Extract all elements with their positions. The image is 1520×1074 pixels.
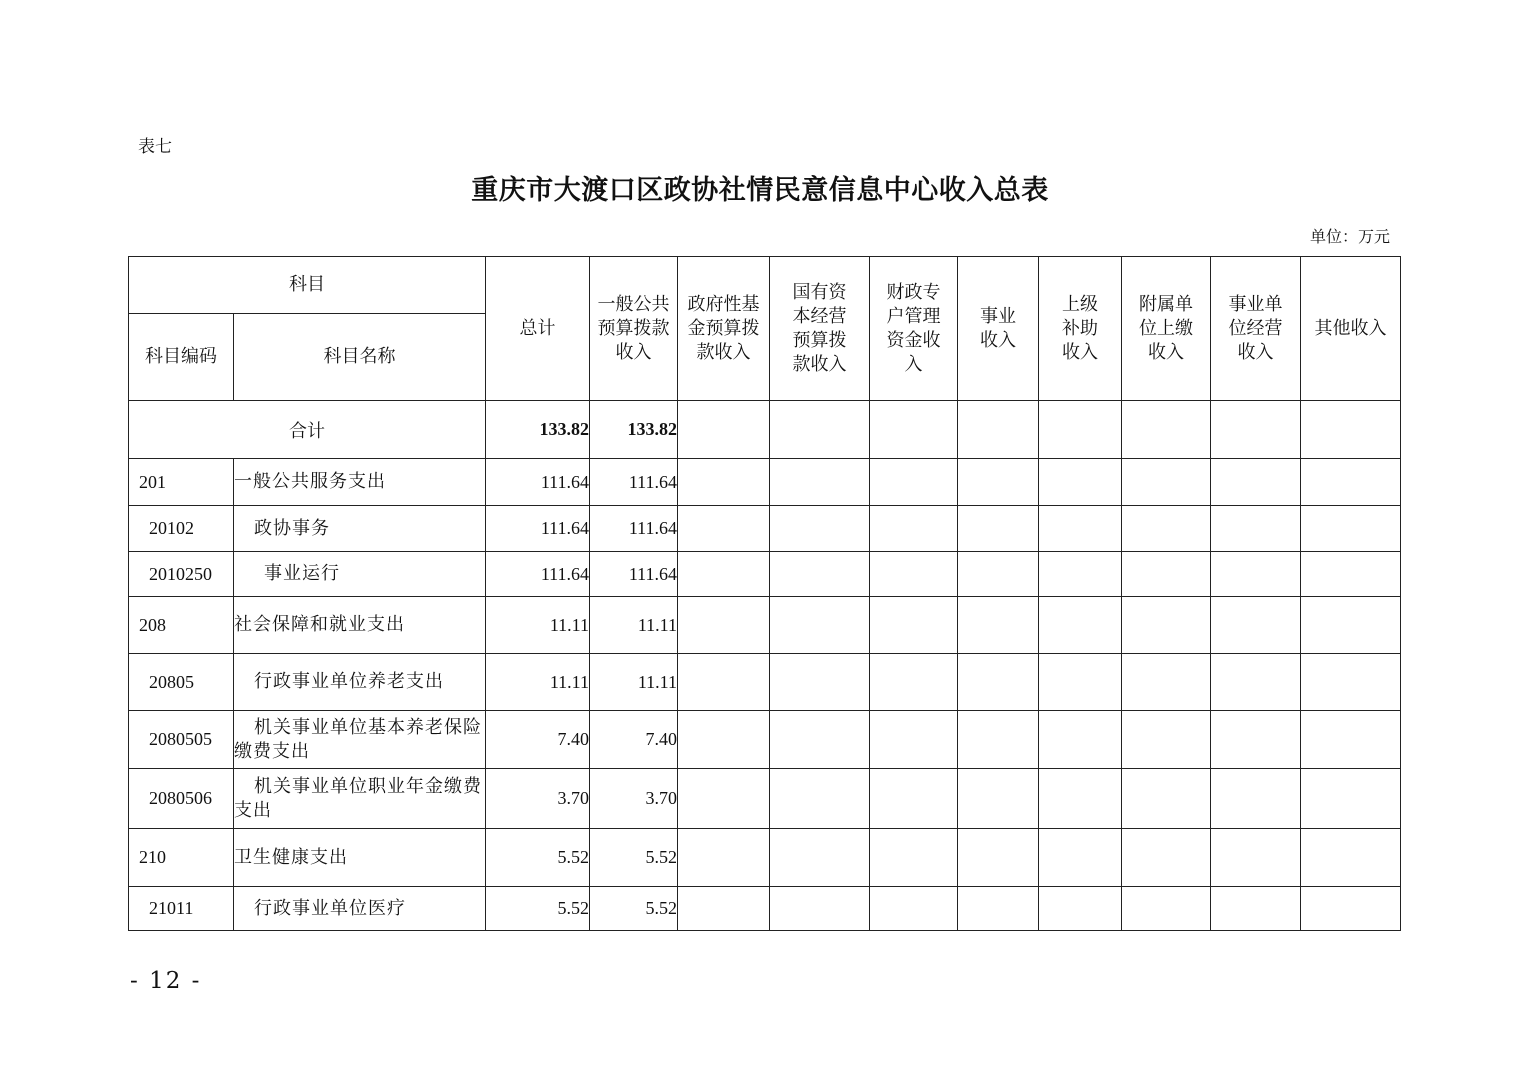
row-name: 事业运行	[234, 552, 486, 597]
row-code: 21011	[129, 887, 234, 931]
col-header-fiscal-account: 财政专户管理资金收入	[870, 257, 958, 401]
row-name: 机关事业单位职业年金缴费支出	[234, 769, 486, 829]
col-header-other-income: 其他收入	[1301, 257, 1401, 401]
row-code: 2080505	[129, 711, 234, 769]
row-total: 3.70	[486, 769, 590, 829]
total-label: 合计	[129, 401, 486, 459]
table-row	[129, 829, 1401, 887]
row-total: 7.40	[486, 711, 590, 769]
row-total: 11.11	[486, 654, 590, 711]
col-header-business-operation: 事业单位经营收入	[1211, 257, 1301, 401]
row-code: 201	[129, 459, 234, 506]
row-name: 行政事业单位医疗	[234, 887, 486, 931]
row-general-budget: 3.70	[590, 769, 678, 829]
row-total: 111.64	[486, 506, 590, 552]
page-title: 重庆市大渡口区政协社情民意信息中心收入总表	[471, 175, 1049, 206]
row-general-budget: 111.64	[590, 506, 678, 552]
row-code: 20102	[129, 506, 234, 552]
subject-code-header: 科目编码	[129, 314, 234, 401]
table-row	[129, 654, 1401, 711]
row-name: 卫生健康支出	[234, 829, 486, 887]
row-general-budget: 111.64	[590, 459, 678, 506]
row-name: 行政事业单位养老支出	[234, 654, 486, 711]
subject-name-header: 科目名称	[234, 314, 486, 401]
row-code: 2080506	[129, 769, 234, 829]
row-code: 20805	[129, 654, 234, 711]
col-header-superior-subsidy: 上级补助收入	[1039, 257, 1122, 401]
total-row	[129, 401, 1401, 459]
row-code: 2010250	[129, 552, 234, 597]
row-general-budget: 11.11	[590, 654, 678, 711]
col-header-affiliated-units: 附属单位上缴收入	[1122, 257, 1211, 401]
col-header-business-income: 事业收入	[958, 257, 1039, 401]
total-general-budget: 133.82	[590, 401, 678, 459]
table-row	[129, 887, 1401, 931]
table-row	[129, 506, 1401, 552]
row-name: 一般公共服务支出	[234, 459, 486, 506]
col-header-general-budget: 一般公共预算拨款收入	[590, 257, 678, 401]
row-general-budget: 5.52	[590, 887, 678, 931]
total-amount: 133.82	[486, 401, 590, 459]
unit-label: 单位：万元	[1309, 227, 1390, 246]
page-number: - 12 -	[130, 968, 202, 994]
table-row	[129, 552, 1401, 597]
subject-header: 科目	[129, 257, 486, 314]
row-total: 5.52	[486, 887, 590, 931]
row-total: 11.11	[486, 597, 590, 654]
row-general-budget: 7.40	[590, 711, 678, 769]
col-header-state-capital: 国有资本经营预算拨款收入	[770, 257, 870, 401]
row-name: 机关事业单位基本养老保险缴费支出	[234, 711, 486, 769]
row-code: 210	[129, 829, 234, 887]
row-total: 111.64	[486, 552, 590, 597]
row-name: 政协事务	[234, 506, 486, 552]
row-general-budget: 5.52	[590, 829, 678, 887]
row-total: 111.64	[486, 459, 590, 506]
table-row	[129, 769, 1401, 829]
col-header-gov-fund: 政府性基金预算拨款收入	[678, 257, 770, 401]
table-row	[129, 459, 1401, 506]
table-row	[129, 597, 1401, 654]
row-general-budget: 111.64	[590, 552, 678, 597]
table-row	[129, 711, 1401, 769]
row-general-budget: 11.11	[590, 597, 678, 654]
col-header-total: 总计	[486, 257, 590, 401]
row-code: 208	[129, 597, 234, 654]
income-table	[128, 256, 1401, 931]
row-total: 5.52	[486, 829, 590, 887]
table-label: 表七	[138, 137, 172, 157]
row-name: 社会保障和就业支出	[234, 597, 486, 654]
